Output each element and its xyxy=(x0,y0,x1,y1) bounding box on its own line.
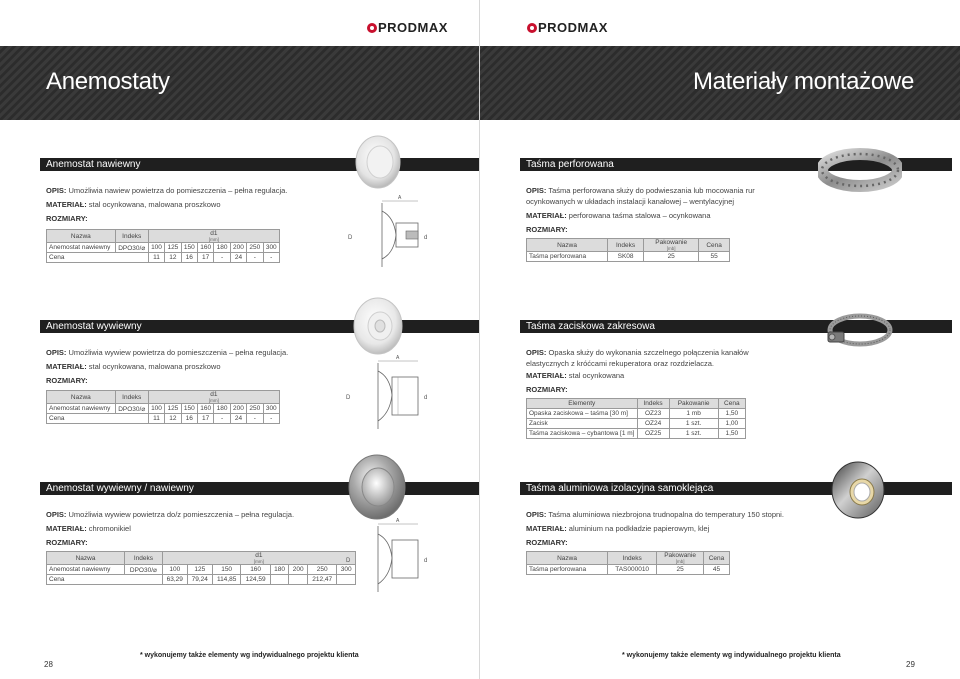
title-banner xyxy=(480,46,960,120)
sizes-label: ROZMIARY: xyxy=(46,214,88,223)
brand-logo: PRODMAX xyxy=(366,20,448,35)
right-page xyxy=(480,0,960,679)
sizes-label: ROZMIARY: xyxy=(526,538,568,547)
table-row: Opaska zaciskowa – taśma [30 m] OZ23 1 mb 1,50 xyxy=(527,409,746,419)
diffuser-diagram xyxy=(338,518,434,600)
description: OPIS: Taśma perforowana służy do podwieszania lub mocowania rur ocynkowanych w układach instalacji kanałowej – wentylacyjnej xyxy=(526,186,755,206)
logo-mark-icon xyxy=(527,23,537,33)
description: OPIS: Umożliwia nawiew powietrza do pomieszczenia – pełna regulacja. xyxy=(46,186,288,195)
dim-label-a: A xyxy=(398,195,402,201)
section-heading: Anemostat nawiewny xyxy=(40,158,480,171)
section-heading: Anemostat wywiewny xyxy=(40,320,480,333)
diffuser-diagram xyxy=(338,355,434,437)
material: MATERIAŁ: stal ocynkowana xyxy=(526,371,625,380)
diffuser-steel-photo xyxy=(342,452,412,522)
section-heading: Taśma perforowana xyxy=(520,158,952,171)
description: OPIS: Taśma aluminiowa niezbrojona trudnopalna do temperatury 150 stopni. xyxy=(526,510,784,519)
page-number: 28 xyxy=(44,660,53,669)
diffuser-exhaust-photo xyxy=(348,294,408,358)
brand-logo: PRODMAX xyxy=(526,20,608,35)
description: OPIS: Umożliwia wywiew powietrza do/z pomieszczenia – pełna regulacja. xyxy=(46,510,295,519)
material: MATERIAŁ: stal ocynkowana, malowana proszkowo xyxy=(46,200,221,209)
table-row: Taśma zaciskowa – cybantowa [1 m] OZ25 1 szt. 1,50 xyxy=(527,429,746,439)
aluminium-tape-photo xyxy=(826,458,890,522)
page-title: Materiały montażowe xyxy=(692,68,914,95)
material: MATERIAŁ: perforowana taśma stalowa – ocynkowana xyxy=(526,211,711,220)
size-table: Nazwa Indeks d1 [mm] Anemostat nawiewny DPO30/⌀ 100 125 150 160 180 200 250 300 Cena 11 12 16 17 - 24 - - xyxy=(46,390,280,424)
diffuser-diagram xyxy=(338,195,434,275)
dim-label-d-outer: D xyxy=(346,558,351,564)
dim-label-d-inner: d xyxy=(424,235,428,241)
table-row: Anemostat nawiewny DPO30/⌀ 100 125 150 160 180 200 250 300 xyxy=(47,404,280,414)
sizes-label: ROZMIARY: xyxy=(46,376,88,385)
footnote: * wykonujemy także elementy wg indywidualnego projektu klienta xyxy=(140,652,359,659)
logo-mark-icon xyxy=(367,23,377,33)
dim-label-d-inner: d xyxy=(424,395,428,401)
size-table: Nazwa Indeks d1 [mm] Anemostat nawiewny DPO30/⌀ 100 125 150 160 180 200 250 300 Cena 63,29 79,24 114,85 124,59 212,47 xyxy=(46,551,356,585)
material: MATERIAŁ: stal ocynkowana, malowana proszkowo xyxy=(46,362,221,371)
dim-label-d-outer: D xyxy=(348,235,353,241)
perforated-tape-photo xyxy=(818,146,902,194)
size-table: Nazwa Indeks Pakowanie [mb] Cena Taśma perforowana SK08 25 55 xyxy=(526,238,730,262)
sizes-label: ROZMIARY: xyxy=(526,385,568,394)
table-row: Cena 63,29 79,24 114,85 124,59 212,47 xyxy=(47,575,356,585)
table-row: Anemostat nawiewny DPO30/⌀ 100 125 150 160 180 200 250 300 xyxy=(47,243,280,253)
title-banner xyxy=(0,46,480,120)
dim-label-a: A xyxy=(396,518,400,524)
table-row: Zacisk OZ24 1 szt. 1,00 xyxy=(527,419,746,429)
table-row: Cena 11 12 16 17 - 24 - - xyxy=(47,253,280,263)
page-number: 29 xyxy=(906,660,915,669)
section-heading: Anemostat wywiewny / nawiewny xyxy=(40,482,480,495)
size-table: Elementy Indeks Pakowanie Cena Opaska zaciskowa – taśma [30 m] OZ23 1 mb 1,50 Zacisk OZ24 1 szt. 1,00 Taśma zaciskowa – cybantowa [1 m] OZ25 1 szt. 1,50 xyxy=(526,398,746,439)
sizes-label: ROZMIARY: xyxy=(46,538,88,547)
size-table: Nazwa Indeks d1 [mm] Anemostat nawiewny DPO30/⌀ 100 125 150 160 180 200 250 300 Cena 11 12 16 17 - 24 - - xyxy=(46,229,280,263)
hose-clamp-photo xyxy=(820,306,896,356)
page-title: Anemostaty xyxy=(46,68,170,95)
footnote: * wykonujemy także elementy wg indywidualnego projektu klienta xyxy=(622,652,841,659)
dim-label-d-outer: D xyxy=(346,395,351,401)
table-row: Cena 11 12 16 17 - 24 - - xyxy=(47,414,280,424)
table-row: Taśma perforowana SK08 25 55 xyxy=(527,252,730,262)
section-heading: Taśma zaciskowa zakresowa xyxy=(520,320,952,333)
material: MATERIAŁ: aluminium na podkładzie papierowym, klej xyxy=(526,524,710,533)
size-table: Nazwa Indeks Pakowanie [mb] Cena Taśma perforowana TAS000010 25 45 xyxy=(526,551,730,575)
dim-label-d-inner: d xyxy=(424,558,428,564)
sizes-label: ROZMIARY: xyxy=(526,225,568,234)
dim-label-a: A xyxy=(396,355,400,361)
table-row: Anemostat nawiewny DPO30/⌀ 100 125 150 160 180 200 250 300 xyxy=(47,565,356,575)
diffuser-white-photo xyxy=(350,132,406,192)
table-row: Taśma perforowana TAS000010 25 45 xyxy=(527,565,730,575)
description: OPIS: Umożliwia wywiew powietrza do pomieszczenia – pełna regulacja. xyxy=(46,348,289,357)
description: OPIS: Opaska służy do wykonania szczelnego połączenia kanałów elastycznych z króćcami rekuperatora oraz rozdzielacza. xyxy=(526,348,749,368)
section-heading: Taśma aluminiowa izolacyjna samoklejąca xyxy=(520,482,952,495)
material: MATERIAŁ: chromonikiel xyxy=(46,524,131,533)
